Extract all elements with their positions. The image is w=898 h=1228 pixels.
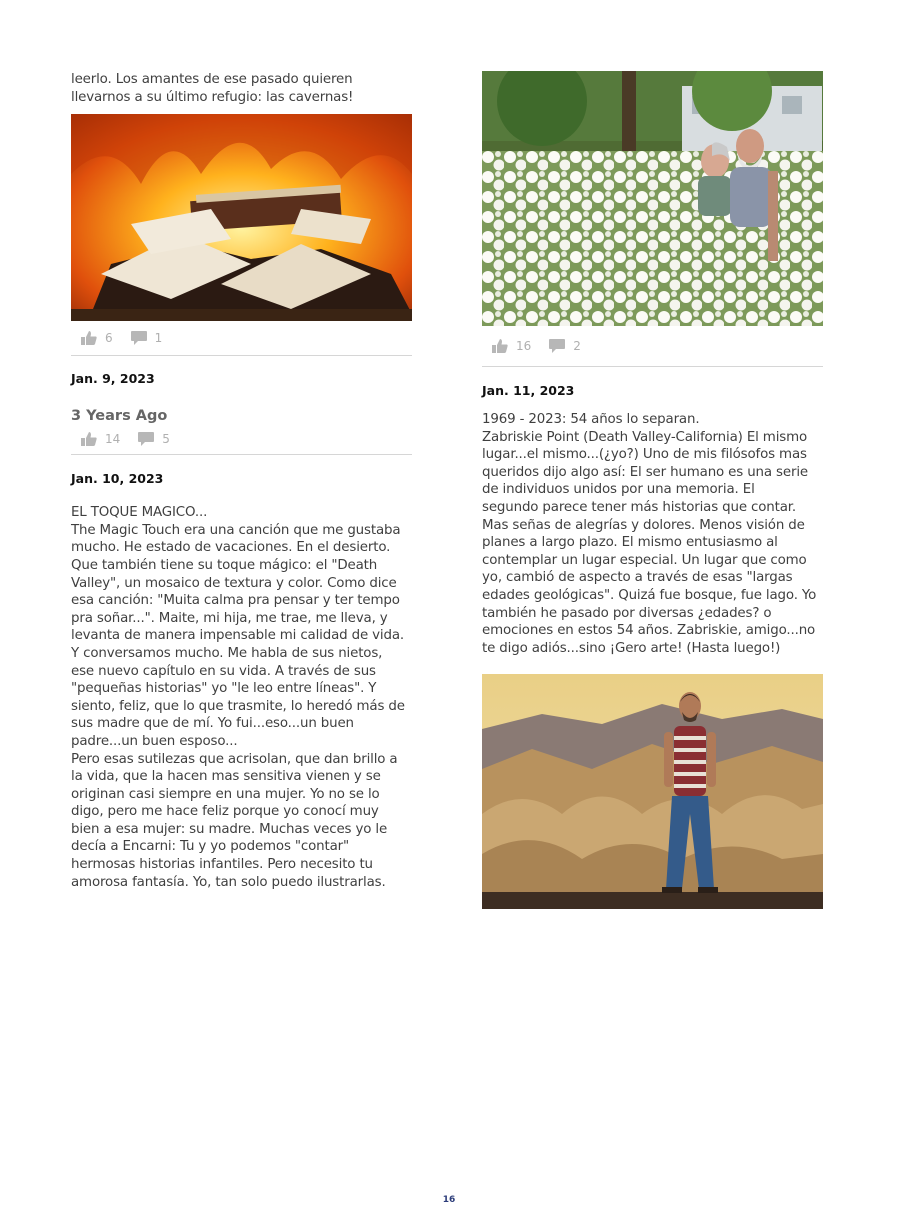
speech-bubble-icon	[131, 331, 147, 345]
like-count: 6	[105, 331, 113, 346]
death-valley-photo	[482, 674, 823, 909]
thumbs-up-icon	[81, 432, 97, 446]
comment-count: 2	[573, 339, 581, 353]
left-column	[71, 71, 412, 891]
speech-bubble-icon	[549, 339, 565, 353]
right-column	[482, 71, 823, 909]
like-count: 16	[516, 339, 532, 353]
like-stat[interactable]	[81, 432, 120, 446]
magic-touch-story: EL TOQUE MAGICO... The Magic Touch era una canción que me gustaba mucho. He estado de vacaciones. En el desierto. Que también tiene su toque mágico: el "Death Valley", un mosaico de textura y color. Como dice esa canción: "Muita calma pra pensar y ter tempo pra soñar...". Maite, mi hija, me trae, me lleva, y levanta de manera impensable mi calidad de vida. Y conversamos mucho. Me habla de sus nietos, ese nuevo capítulo en su vida. A través de sus "pequeñas historias" yo "le leo entre líneas". Y siento, feliz, que lo que trasmite, lo heredó más de sus madre que de mí. Yo fui...eso...un buen padre...un buen esposo... Pero esas sutilezas que acrisolan, que dan brillo a la vida, que la hacen mas sensitiva vienen y se originan casi siempre en una mujer. Yo no se lo digo, pero me hace feliz porque yo conocí muy bien a esa mujer: su madre. Muchas veces yo le decía a Encarni: Tu y yo podemos "contar" hermosas historias infantiles. Pero necesito tu amorosa fantasía. Yo, tan solo puedo ilustrarlas.	[71, 505, 405, 890]
like-stat[interactable]	[492, 339, 531, 353]
like-count: 14	[105, 432, 121, 447]
post-date: Jan. 11, 2023	[482, 383, 575, 398]
comment-stat[interactable]	[549, 339, 581, 353]
like-stat[interactable]	[81, 331, 113, 345]
thumbs-up-icon	[81, 331, 97, 345]
post-date: Jan. 10, 2023	[71, 471, 164, 487]
post-stats-1	[71, 321, 412, 356]
comment-stat[interactable]	[131, 331, 163, 345]
comment-count: 1	[154, 331, 163, 346]
post-stats-2	[71, 424, 412, 455]
speech-bubble-icon	[138, 432, 154, 446]
post-date: Jan. 9, 2023	[71, 371, 155, 387]
page-number: 16	[442, 1195, 456, 1205]
intro-text: leerlo. Los amantes de ese pasado quieren llevarnos a su último refugio: las cavernas!	[71, 72, 354, 105]
post-title: 3 Years Ago	[71, 408, 168, 425]
zabriskie-story: 1969 - 2023: 54 años lo separan. Zabriskie Point (Death Valley-California) El mismo lugar...el mismo...(¿yo?) Uno de mis filósofos mas queridos dijo algo así: El ser humano es una serie de individuos unidos por una memoria. El segundo parece tener más historias que contar. Mas señas de alegrías y dolores. Menos visión de planes a largo plazo. El mismo entusiasmo al contemplar un lugar especial. Un lugar que como yo, cambió de aspecto a través de esas "largas edades geológicas". Quizá fue bosque, fue lago. Yo también he pasado por diversas ¿edades? o emociones en estos 54 años. Zabriskie, amigo...no te digo adiós...sino ¡Gero arte! (Hasta luego!)	[482, 412, 817, 656]
post-stats-3	[482, 326, 823, 367]
couple-flowers-photo	[482, 71, 823, 326]
comment-stat[interactable]	[138, 432, 170, 446]
thumbs-up-icon	[492, 339, 508, 353]
burning-books-photo	[71, 114, 412, 321]
comment-count: 5	[162, 432, 170, 447]
